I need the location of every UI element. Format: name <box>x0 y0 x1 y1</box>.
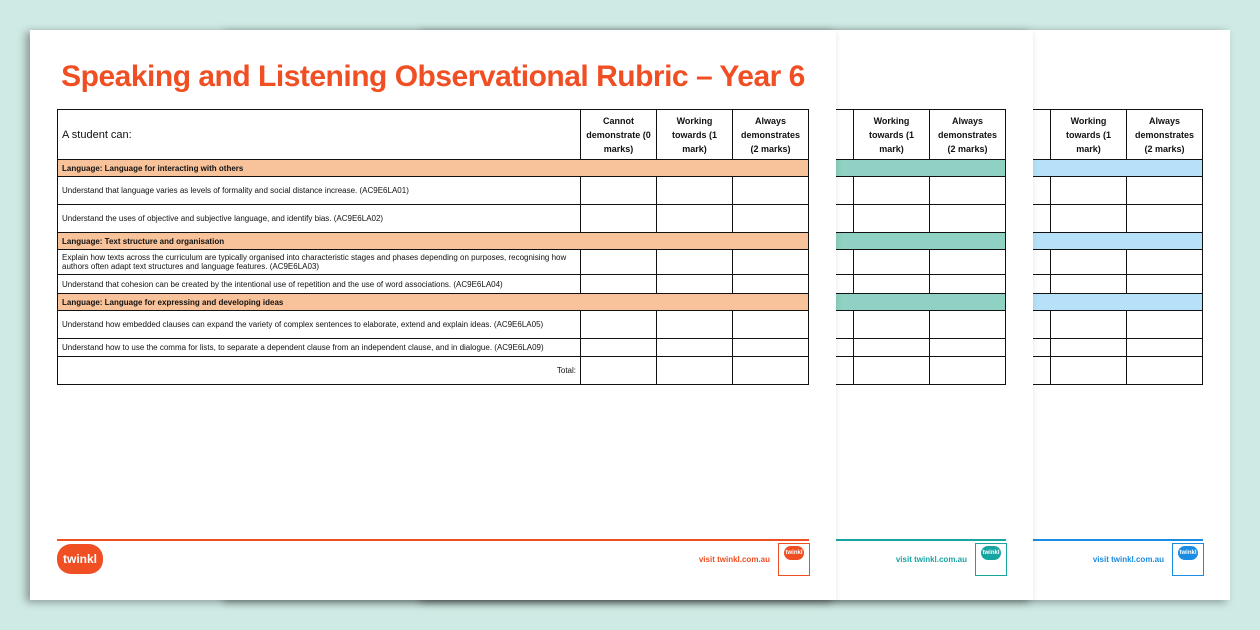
mark-cell[interactable] <box>733 205 809 233</box>
quality-badge-icon <box>975 543 1007 576</box>
mark-cell[interactable] <box>581 339 657 357</box>
badge-logo: twinkl <box>784 546 804 560</box>
mark-cell[interactable] <box>1051 205 1127 233</box>
footer-divider <box>57 539 809 541</box>
rubric-table <box>57 109 809 385</box>
total-cell[interactable] <box>930 357 1006 385</box>
mark-cell[interactable] <box>1127 205 1203 233</box>
mark-cell[interactable] <box>1051 177 1127 205</box>
header-student-can: A student can: <box>58 110 581 160</box>
criterion: Understand that language varies as levels of formality and social distance increase. (AC9E6LA01) <box>58 177 581 205</box>
visit-link[interactable]: visit twinkl.com.au <box>1092 555 1164 564</box>
mark-cell[interactable] <box>854 311 930 339</box>
mark-cell[interactable] <box>657 339 733 357</box>
mark-cell[interactable] <box>581 177 657 205</box>
mark-cell[interactable] <box>854 250 930 275</box>
criterion: Understand the uses of objective and subjective language, and identify bias. (AC9E6LA02) <box>58 205 581 233</box>
section-heading: Language: Language for interacting with others <box>58 160 809 177</box>
mark-cell[interactable] <box>1051 275 1127 294</box>
badge-logo: twinkl <box>1178 546 1198 560</box>
header-cannot: Cannot demonstrate (0 marks) <box>581 110 657 160</box>
mark-cell[interactable] <box>657 205 733 233</box>
mark-cell[interactable] <box>930 339 1006 357</box>
mark-cell[interactable] <box>733 339 809 357</box>
badge-logo: twinkl <box>981 546 1001 560</box>
criterion: Understand how embedded clauses can expand the variety of complex sentences to elaborate, extend and explain ideas. (AC9E6LA05) <box>58 311 581 339</box>
mark-cell[interactable] <box>581 275 657 294</box>
mark-cell[interactable] <box>1127 339 1203 357</box>
criterion: Understand how to use the comma for lists, to separate a dependent clause from an independent clause, and in dialogue. (AC9E6LA09) <box>58 339 581 357</box>
mark-cell[interactable] <box>1127 275 1203 294</box>
total-cell[interactable] <box>854 357 930 385</box>
mark-cell[interactable] <box>657 250 733 275</box>
total-label: Total: <box>58 357 581 385</box>
total-cell[interactable] <box>657 357 733 385</box>
mark-cell[interactable] <box>581 250 657 275</box>
mark-cell[interactable] <box>854 275 930 294</box>
section-heading: Language: Language for expressing and developing ideas <box>58 294 809 311</box>
mark-cell[interactable] <box>930 311 1006 339</box>
mark-cell[interactable] <box>930 250 1006 275</box>
mark-cell[interactable] <box>657 275 733 294</box>
mark-cell[interactable] <box>1051 311 1127 339</box>
mark-cell[interactable] <box>733 177 809 205</box>
page-title: Speaking and Listening Observational Rubric – Year 6 <box>61 60 805 93</box>
mark-cell[interactable] <box>854 177 930 205</box>
mark-cell[interactable] <box>1127 311 1203 339</box>
mark-cell[interactable] <box>1127 177 1203 205</box>
visit-link[interactable]: visit twinkl.com.au <box>895 555 967 564</box>
mark-cell[interactable] <box>930 275 1006 294</box>
header-working: Working towards (1 mark) <box>657 110 733 160</box>
quality-badge-icon <box>1172 543 1204 576</box>
criterion: Explain how texts across the curriculum are typically organised into characteristic stages and phases depending on purposes, recognising how authors often adapt text structures and language features. (AC9E6LA03) <box>58 250 581 275</box>
total-cell[interactable] <box>733 357 809 385</box>
mark-cell[interactable] <box>930 177 1006 205</box>
quality-badge-icon <box>778 543 810 576</box>
total-cell[interactable] <box>1051 357 1127 385</box>
mark-cell[interactable] <box>930 205 1006 233</box>
mark-cell[interactable] <box>657 177 733 205</box>
header-always: Always demonstrates (2 marks) <box>930 110 1006 160</box>
mark-cell[interactable] <box>733 275 809 294</box>
criterion: Understand that cohesion can be created by the intentional use of repetition and the use of word associations. (AC9E6LA04) <box>58 275 581 294</box>
total-cell[interactable] <box>1127 357 1203 385</box>
twinkl-logo: twinkl <box>57 544 103 574</box>
header-always: Always demonstrates (2 marks) <box>1127 110 1203 160</box>
rubric-page-orange <box>30 30 836 600</box>
header-working: Working towards (1 mark) <box>1051 110 1127 160</box>
mark-cell[interactable] <box>1127 250 1203 275</box>
section-heading: Language: Text structure and organisation <box>58 233 809 250</box>
visit-link[interactable]: visit twinkl.com.au <box>698 555 770 564</box>
header-working: Working towards (1 mark) <box>854 110 930 160</box>
mark-cell[interactable] <box>854 205 930 233</box>
mark-cell[interactable] <box>733 250 809 275</box>
mark-cell[interactable] <box>581 311 657 339</box>
mark-cell[interactable] <box>1051 250 1127 275</box>
mark-cell[interactable] <box>581 205 657 233</box>
mark-cell[interactable] <box>1051 339 1127 357</box>
header-always: Always demonstrates (2 marks) <box>733 110 809 160</box>
mark-cell[interactable] <box>854 339 930 357</box>
mark-cell[interactable] <box>733 311 809 339</box>
total-cell[interactable] <box>581 357 657 385</box>
mark-cell[interactable] <box>657 311 733 339</box>
